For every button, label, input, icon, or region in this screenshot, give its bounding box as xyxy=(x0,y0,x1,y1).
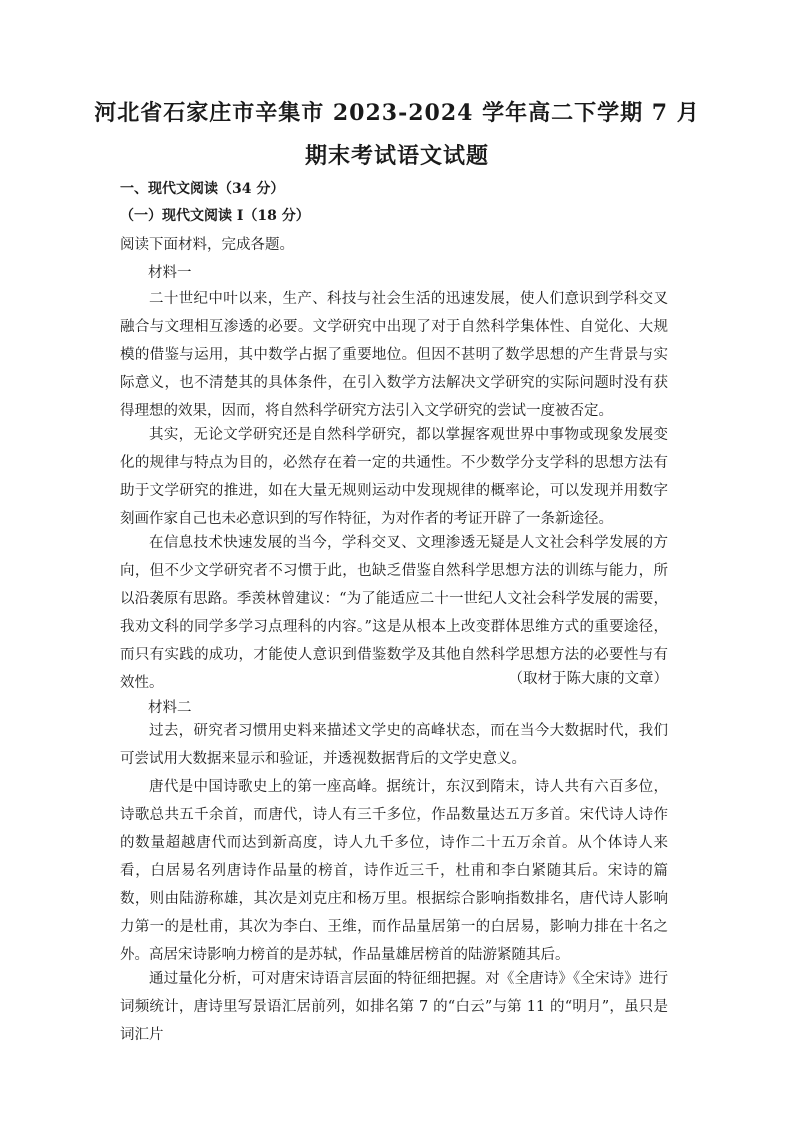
material1-paragraph: 在信息技术快速发展的当今，学科交叉、文理渗透无疑是人文社会科学发展的方向，但不少文学研究者不习惯于此，也缺乏借鉴自然科学思想方法的训练与能力，所以沿袭原有思路。季羡林曾建议：“为了能适应二十一世纪人文社会科学发展的需要，我劝文科的同学多学习点理科的内容。”这是从根本上改变群体思维方式的重要途径，而只有实践的成功，才能使人意识到借鉴数学及其他自然科学思想方法的必要性与有效性。 xyxy=(120,535,668,691)
material1-paragraph: 其实，无论文学研究还是自然科学研究，都以掌握客观世界中事物或现象发展变化的规律与特点为目的，必然存在着一定的共通性。不少数学分支学科的思想方法有助于文学研究的推进，如在大量无规则运动中发现规律的概率论，可以发现并用数字刻画作家自己也未必意识到的写作特征，为对作者的考证开辟了一条新途径。 xyxy=(120,427,668,527)
material2-label: 材料二 xyxy=(148,700,192,716)
section-heading: 一、现代文阅读（34 分） xyxy=(120,181,285,197)
material1-source: （取材于陈大康的文章） xyxy=(508,671,668,687)
document-title-line2: 期末考试语文试题 xyxy=(304,143,489,169)
material2-paragraph: 唐代是中国诗歌史上的第一座高峰。据统计，东汉到隋末，诗人共有六百多位，诗歌总共五千余首，而唐代，诗人有三千多位，作品数量达五万多首。宋代诗人诗作的数量超越唐代而达到新高度，诗人九千多位，诗作二十五万余首。从个体诗人来看，白居易名列唐诗作品量的榜首，诗作近三千，杜甫和李白紧随其后。宋诗的篇数，则由陆游称雄，其次是刘克庄和杨万里。根据综合影响指数排名，唐代诗人影响力第一的是杜甫，其次为李白、王维，而作品量居第一的白居易，影响力排在十名之外。高居宋诗影响力榜首的是苏轼，作品量雄居榜首的陆游紧随其后。 xyxy=(120,779,668,963)
material2-paragraph: 通过量化分析，可对唐宋诗语言层面的特征细把握。对《全唐诗》《全宋诗》进行词频统计，唐诗里写景语汇居前列，如排名第 7 的“白云”与第 11 的“明月”，虽只是词汇片 xyxy=(120,971,668,1043)
document-title-line1: 河北省石家庄市辛集市 2023-2024 学年高二下学期 7 月 xyxy=(94,100,700,126)
material1-label: 材料一 xyxy=(148,265,192,281)
instruction-text: 阅读下面材料，完成各题。 xyxy=(120,237,294,253)
subsection-heading: （一）现代文阅读 I（18 分） xyxy=(120,208,310,224)
material2-paragraph: 过去，研究者习惯用史料来描述文学史的高峰状态，而在当今大数据时代，我们可尝试用大数据来显示和验证，并透视数据背后的文学史意义。 xyxy=(120,723,668,767)
material1-paragraph: 二十世纪中叶以来，生产、科技与社会生活的迅速发展，使人们意识到学科交叉融合与文理相互渗透的必要。文学研究中出现了对于自然科学集体性、自觉化、大规模的借鉴与运用，其中数学占据了重要地位。但因不甚明了数学思想的产生背景与实际意义，也不清楚其的具体条件，在引入数学方法解决文学研究的实际问题时没有获得理想的效果，因而，将自然科学研究方法引入文学研究的尝试一度被否定。 xyxy=(120,291,668,419)
